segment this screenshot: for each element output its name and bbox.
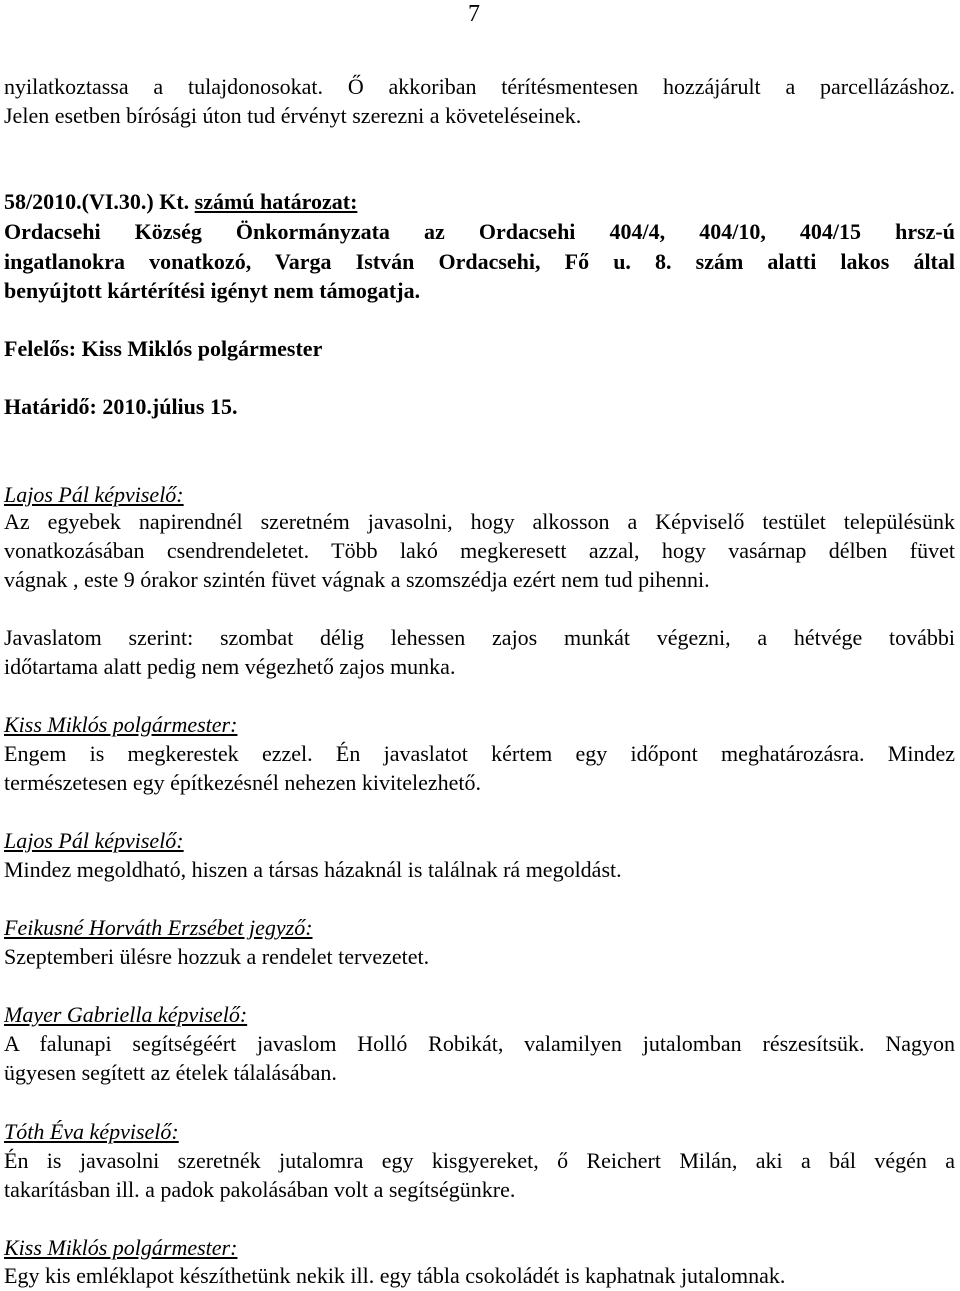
statement-line: Szeptemberi ülésre hozzuk a rendelet tervezetet. <box>4 944 430 969</box>
statement-line: vágnak , este 9 órakor szintén füvet vágnak a szomszédja ezért nem tud pihenni. <box>4 567 710 592</box>
statement-line: takarításban ill. a padok pakolásában volt a segítségünkre. <box>4 1177 516 1202</box>
speaker-name: Kiss Miklós polgármester: <box>4 712 238 737</box>
statement-line: időtartama alatt pedig nem végezhető zajos munka. <box>4 654 456 679</box>
resolution-heading: számú határozat: <box>194 189 358 214</box>
resolution-line: ingatlanokra vonatkozó, Varga István Ordacsehi, Fő u. 8. szám alatti lakos által <box>4 249 955 274</box>
statement-line: Javaslatom szerint: szombat délig lehessen zajos munkát végezni, a hétvége további <box>4 625 955 650</box>
resolution-number: 58/2010.(VI.30.) Kt. <box>4 189 190 214</box>
speaker-name: Lajos Pál képviselő: <box>4 828 184 853</box>
resolution-deadline: Határidő: 2010.július 15. <box>4 394 238 419</box>
speaker-name: Tóth Éva képviselő: <box>4 1119 179 1144</box>
statement-line: vonatkozásában csendrendeletet. Több lakó megkeresett azzal, hogy vasárnap délben füvet <box>4 538 955 563</box>
resolution-line: Ordacsehi Község Önkormányzata az Ordacsehi 404/4, 404/10, 404/15 hrsz-ú <box>4 219 955 244</box>
resolution-title <box>4 188 955 216</box>
statement-line: ügyesen segített az ételek tálalásában. <box>4 1060 337 1085</box>
speaker-name: Lajos Pál képviselő: <box>4 482 184 507</box>
statement-line: természetesen egy építkezésnél nehezen kivitelezhető. <box>4 770 482 795</box>
statement-line: Én is javasolni szeretnék jutalomra egy kisgyereket, ő Reichert Milán, aki a bál végén a <box>4 1148 955 1173</box>
statement-line: Az egyebek napirendnél szeretném javasolni, hogy alkosson a Képviselő testület településünk <box>4 509 955 534</box>
intro-line: nyilatkoztassa a tulajdonosokat. Ő akkoriban térítésmentesen hozzájárult a parcellázáshoz. <box>4 74 955 99</box>
statement-line: Egy kis emléklapot készíthetünk nekik ill. egy tábla csokoládét is kaphatnak jutalomnak. <box>4 1263 786 1288</box>
resolution-responsible: Felelős: Kiss Miklós polgármester <box>4 336 323 361</box>
speaker-name: Mayer Gabriella képviselő: <box>4 1002 248 1027</box>
page-number: 7 <box>468 1 480 27</box>
statement-line: Engem is megkerestek ezzel. Én javaslatot kértem egy időpont meghatározásra. Mindez <box>4 741 955 766</box>
statement-line: Mindez megoldható, hiszen a társas házaknál is találnak rá megoldást. <box>4 857 622 882</box>
intro-line: Jelen esetben bírósági úton tud érvényt szerezni a követeléseinek. <box>4 103 582 128</box>
speaker-name: Feikusné Horváth Erzsébet jegyző: <box>4 915 313 940</box>
resolution-line: benyújtott kártérítési igényt nem támogatja. <box>4 278 421 303</box>
statement-line: A falunapi segítségéért javaslom Holló Robikát, valamilyen jutalomban részesítsük. Nagyon <box>4 1031 955 1056</box>
speaker-name: Kiss Miklós polgármester: <box>4 1235 238 1260</box>
